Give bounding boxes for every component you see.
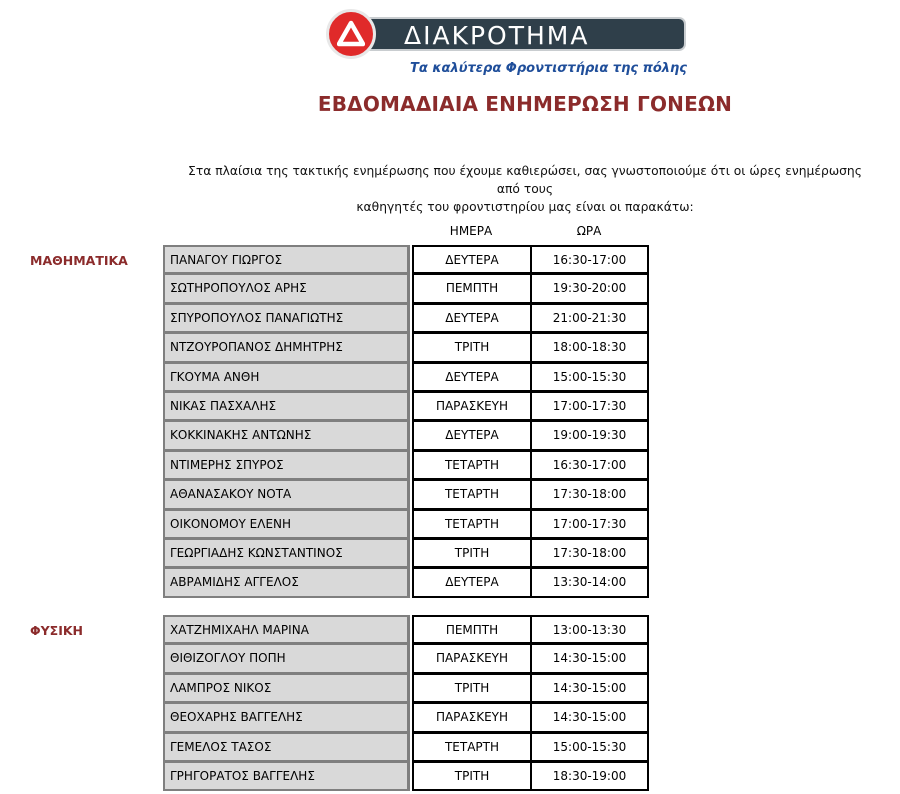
day-cell: ΠΑΡΑΣΚΕΥΗ [412,392,532,421]
logo-wordmark: ΔΙΑΚΡΟΤΗΜΑ [404,21,590,50]
teacher-name-cell: ΑΒΡΑΜΙΔΗΣ ΑΓΓΕΛΟΣ [163,568,410,597]
intro-line-1: Στα πλαίσια της τακτικής ενημέρωσης που έχουμε καθιερώσει, σας γνωστοποιούμε ότι οι ώρες ενημέρωσης από τους [188,164,862,196]
teacher-name-cell: ΠΑΝΑΓΟΥ ΓΙΩΡΓΟΣ [163,245,410,274]
day-cell: ΔΕΥΤΕΡΑ [412,568,532,597]
teacher-name-cell: ΘΙΘΙΖΟΓΛΟΥ ΠΟΠΗ [163,644,410,673]
day-cell: ΤΕΤΑΡΤΗ [412,480,532,509]
teacher-name-cell: ΘΕΟΧΑΡΗΣ ΒΑΓΓΕΛΗΣ [163,703,410,732]
column-header-time: ΩΡΑ [576,224,602,238]
teacher-name-cell: ΝΤΖΟΥΡΟΠΑΝΟΣ ΔΗΜΗΤΡΗΣ [163,333,410,362]
day-cell: ΤΡΙΤΗ [412,674,532,703]
column-header-day: ΗΜΕΡΑ [449,224,493,238]
teacher-name-cell: ΝΤΙΜΕΡΗΣ ΣΠΥΡΟΣ [163,451,410,480]
day-cell: ΤΡΙΤΗ [412,333,532,362]
day-cell: ΤΕΤΑΡΤΗ [412,451,532,480]
logo-banner [336,17,686,51]
time-cell: 16:30-17:00 [530,451,649,480]
teacher-name-cell: ΓΕΜΕΛΟΣ ΤΑΣΟΣ [163,733,410,762]
teacher-name-cell: ΛΑΜΠΡΟΣ ΝΙΚΟΣ [163,674,410,703]
time-cell: 14:30-15:00 [530,644,649,673]
time-cell: 17:00-17:30 [530,510,649,539]
day-cell: ΠΕΜΠΤΗ [412,615,532,644]
time-cell: 16:30-17:00 [530,245,649,274]
day-cell: ΠΑΡΑΣΚΕΥΗ [412,703,532,732]
logo-tagline: Τα καλύτερα Φροντιστήρια της πόλης [410,61,687,76]
logo-delta-icon [326,9,376,59]
teacher-name-cell: ΣΩΤΗΡΟΠΟΥΛΟΣ ΑΡΗΣ [163,274,410,303]
time-cell: 18:30-19:00 [530,762,649,791]
teacher-name-cell: ΧΑΤΖΗΜΙΧΑΗΛ ΜΑΡΙΝΑ [163,615,410,644]
time-cell: 19:00-19:30 [530,421,649,450]
teacher-name-cell: ΚΟΚΚΙΝΑΚΗΣ ΑΝΤΩΝΗΣ [163,421,410,450]
time-cell: 17:30-18:00 [530,480,649,509]
teacher-name-cell: ΓΕΩΡΓΙΑΔΗΣ ΚΩΝΣΤΑΝΤΙΝΟΣ [163,539,410,568]
teacher-name-cell: ΟΙΚΟΝΟΜΟΥ ΕΛΕΝΗ [163,510,410,539]
day-cell: ΤΡΙΤΗ [412,539,532,568]
time-cell: 13:00-13:30 [530,615,649,644]
page-title: ΕΒΔΟΜΑΔΙΑΙΑ ΕΝΗΜΕΡΩΣΗ ΓΟΝΕΩΝ [317,92,733,116]
time-cell: 21:00-21:30 [530,304,649,333]
day-cell: ΤΕΤΑΡΤΗ [412,510,532,539]
brand-logo [326,11,688,57]
teacher-name-cell: ΣΠΥΡΟΠΟΥΛΟΣ ΠΑΝΑΓΙΩΤΗΣ [163,304,410,333]
day-cell: ΠΕΜΠΤΗ [412,274,532,303]
time-cell: 19:30-20:00 [530,274,649,303]
intro-paragraph [175,162,875,216]
time-cell: 18:00-18:30 [530,333,649,362]
day-cell: ΔΕΥΤΕΡΑ [412,363,532,392]
section-label-physics: ΦΥΣΙΚΗ [30,623,84,638]
day-cell: ΔΕΥΤΕΡΑ [412,245,532,274]
time-cell: 17:30-18:00 [530,539,649,568]
time-cell: 15:00-15:30 [530,733,649,762]
day-cell: ΤΕΤΑΡΤΗ [412,733,532,762]
intro-line-2: καθηγητές του φροντιστηρίου μας είναι οι παρακάτω: [356,200,694,214]
time-cell: 13:30-14:00 [530,568,649,597]
teacher-name-cell: ΑΘΑΝΑΣΑΚΟΥ ΝΟΤΑ [163,480,410,509]
time-cell: 14:30-15:00 [530,703,649,732]
teacher-name-cell: ΓΡΗΓΟΡΑΤΟΣ ΒΑΓΓΕΛΗΣ [163,762,410,791]
day-cell: ΔΕΥΤΕΡΑ [412,421,532,450]
day-cell: ΤΡΙΤΗ [412,762,532,791]
time-cell: 14:30-15:00 [530,674,649,703]
section-label-math: ΜΑΘΗΜΑΤΙΚΑ [30,253,128,268]
teacher-name-cell: ΓΚΟΥΜΑ ΑΝΘΗ [163,363,410,392]
time-cell: 15:00-15:30 [530,363,649,392]
time-cell: 17:00-17:30 [530,392,649,421]
teacher-name-cell: ΝΙΚΑΣ ΠΑΣΧΑΛΗΣ [163,392,410,421]
day-cell: ΔΕΥΤΕΡΑ [412,304,532,333]
day-cell: ΠΑΡΑΣΚΕΥΗ [412,644,532,673]
